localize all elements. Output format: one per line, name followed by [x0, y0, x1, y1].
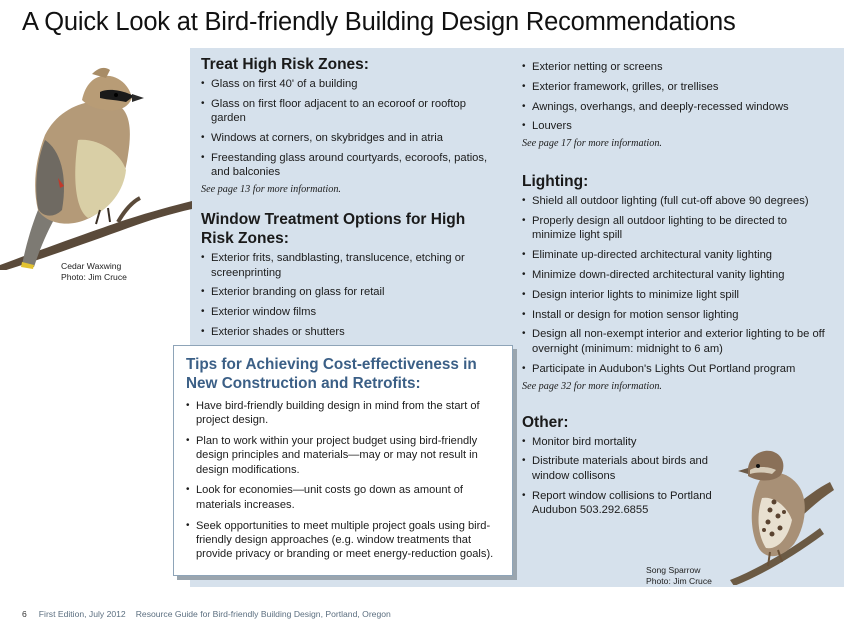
sparrow-caption [646, 565, 712, 587]
waxwing-credit: Photo: Jim Cruce [61, 272, 127, 282]
window-treatment-note: See page 17 for more information. [522, 138, 662, 150]
list-item: • Exterior netting or screens [522, 60, 834, 75]
list-item: • Distribute materials about birds and window collisons [522, 454, 717, 483]
list-item: • Glass on first 40' of a building [201, 77, 501, 92]
list-item: • Eliminate up-directed architectural vanity lighting [522, 248, 834, 263]
tips-heading: Tips for Achieving Cost-effectiveness in New Construction and Retrofits: [186, 356, 477, 392]
left-column [201, 55, 501, 365]
list-item: • Awnings, overhangs, and deeply-recessed windows [522, 100, 834, 115]
list-item: • Exterior branding on glass for retail [201, 285, 501, 300]
tips-list [186, 399, 498, 561]
other-list [522, 435, 717, 518]
list-item: • Have bird-friendly building design in mind from the start of project design. [186, 399, 498, 428]
treat-high-risk-note: See page 13 for more information. [201, 184, 341, 196]
footer-publication: Resource Guide for Bird-friendly Building Design, Portland, Oregon [135, 609, 391, 619]
sparrow-head [748, 451, 783, 481]
cedar-waxwing-photo [0, 60, 192, 270]
lighting-heading: Lighting: [522, 173, 589, 191]
list-item: • Minimize down-directed architectural vanity lighting [522, 268, 834, 283]
list-item: • Exterior framework, grilles, or trellises [522, 80, 834, 95]
sparrow-name: Song Sparrow [646, 565, 701, 575]
song-sparrow-photo [690, 440, 840, 585]
list-item: • Seek opportunities to meet multiple project goals using bird-friendly design approaches (e.g. window treatments that provide privacy or branding or meet energy-reduction goals). [186, 519, 498, 562]
page-footer [22, 609, 391, 619]
page-number: 6 [22, 609, 27, 619]
list-item: • Install or design for motion sensor lighting [522, 308, 834, 323]
treat-high-risk-heading: Treat High Risk Zones: [201, 56, 369, 73]
list-item: • Design all non-exempt interior and exterior lighting to be off overnight (minimum: midnight to 6 am) [522, 327, 834, 356]
window-treatment-heading: Window Treatment Options for High Risk Zones: [201, 211, 466, 248]
sparrow-credit: Photo: Jim Cruce [646, 576, 712, 586]
list-item: • Louvers [522, 119, 834, 134]
list-item: • Shield all outdoor lighting (full cut-off above 90 degrees) [522, 194, 834, 209]
list-item: • Participate in Audubon's Lights Out Portland program [522, 362, 834, 377]
footer-edition: First Edition, July 2012 [38, 609, 126, 619]
list-item: • Freestanding glass around courtyards, ecoroofs, patios, and balconies [201, 151, 501, 180]
treat-high-risk-list [201, 77, 501, 180]
list-item: • Glass on first floor adjacent to an ecoroof or rooftop garden [201, 97, 501, 126]
tips-box [173, 345, 513, 576]
page-title: A Quick Look at Bird-friendly Building Design Recommendations [22, 8, 736, 36]
waxwing-name: Cedar Waxwing [61, 261, 122, 271]
window-treatment-cont-list [522, 60, 834, 134]
list-item: • Exterior shades or shutters [201, 325, 501, 340]
list-item: • Look for economies—unit costs go down as amount of materials increases. [186, 483, 498, 512]
list-item: • Exterior frits, sandblasting, translucence, etching or screenprinting [201, 251, 501, 280]
lighting-note: See page 32 for more information. [522, 380, 662, 392]
list-item: • Report window collisions to Portland Audubon 503.292.6855 [522, 489, 717, 518]
window-treatment-list [201, 251, 501, 359]
list-item: • Monitor bird mortality [522, 435, 717, 450]
list-item: • Plan to work within your project budget using bird-friendly design principles and materials—may or may not result in design modifications. [186, 434, 498, 477]
list-item: • Windows at corners, on skybridges and in atria [201, 131, 501, 146]
list-item: • Properly design all outdoor lighting to be directed to minimize light spill [522, 214, 834, 243]
waxwing-caption [61, 261, 127, 283]
other-heading: Other: [522, 413, 569, 431]
list-item: • Exterior window films [201, 305, 501, 320]
lighting-list [522, 194, 834, 376]
list-item: • Design interior lights to minimize light spill [522, 288, 834, 303]
